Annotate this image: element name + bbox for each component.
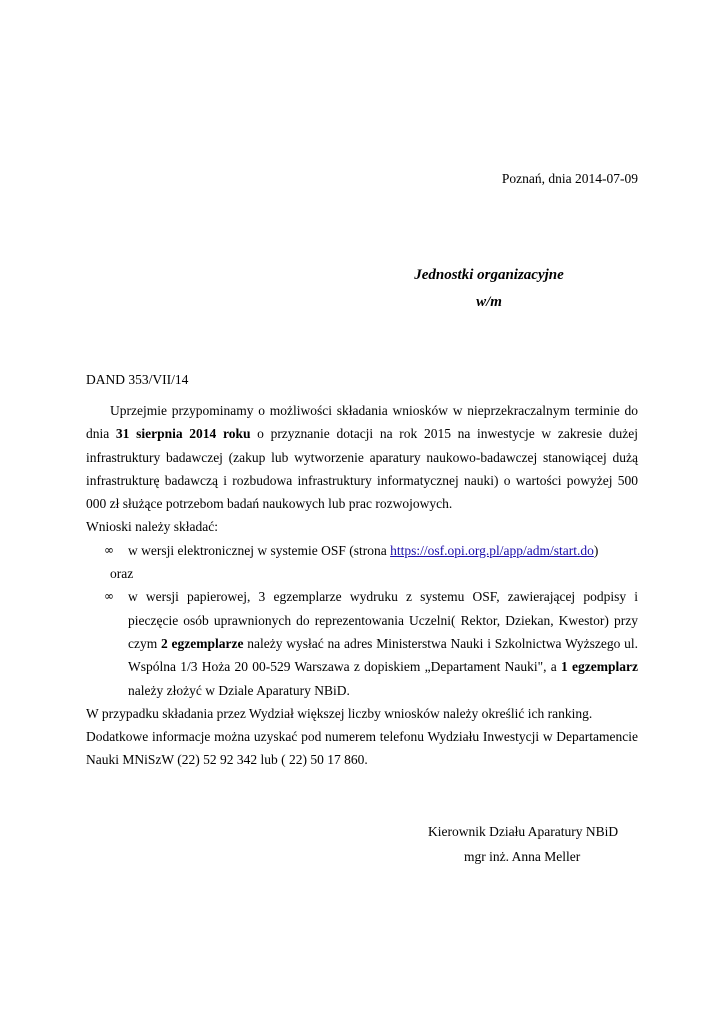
- copies-nbid: 1 egzemplarz: [561, 659, 639, 675]
- recipient-line-2: w/m: [476, 294, 502, 310]
- paper-text-3: należy złożyć w Dziale Aparatury NBiD.: [128, 682, 350, 698]
- infinity-bullet-icon: ∞: [104, 589, 114, 604]
- infinity-bullet-icon: ∞: [104, 542, 114, 557]
- osf-link[interactable]: https://osf.opi.org.pl/app/adm/start.do: [390, 542, 594, 558]
- paper-text-2: należy wysłać na adres Ministerstwa Nauki i Szkolnictwa Wyższego ul. Wspólna 1/3 Hoża 20 00-529 Warszawa z dopiskiem „Departament Nauki", a: [128, 635, 638, 675]
- reference-number: DAND 353/VII/14: [86, 372, 189, 387]
- electronic-close: ): [593, 542, 599, 558]
- bullet-paper: [86, 585, 638, 701]
- submission-intro: Wnioski należy składać:: [86, 519, 218, 535]
- letter-body: [86, 399, 638, 772]
- bullet-electronic: [86, 539, 638, 562]
- electronic-text: w wersji elektronicznej w systemie OSF (strona: [128, 542, 391, 558]
- connector-oraz: oraz: [110, 566, 134, 582]
- ranking-line: W przypadku składania przez Wydział większej liczby wniosków należy określić ich ranking.: [86, 705, 593, 721]
- signature-title: Kierownik Działu Aparatury NBiD: [428, 824, 619, 839]
- document-date: Poznań, dnia 2014-07-09: [501, 171, 638, 186]
- copies-ministry: 2 egzemplarze: [161, 635, 244, 651]
- paragraph-reminder: [86, 399, 638, 515]
- reminder-text-1: Uprzejmie przypominamy o możliwości składania wniosków w nieprzekraczalnym terminie do dnia: [86, 403, 638, 442]
- recipient-line-1: Jednostki organizacyjne: [414, 267, 564, 283]
- contact-paragraph: Dodatkowe informacje można uzyskać pod numerem telefonu Wydziału Inwestycji w Departamencie Nauki MNiSzW (22) 52 92 342 lub ( 22) 50 17 860.: [86, 729, 638, 768]
- signature-name: mgr inż. Anna Meller: [464, 849, 581, 864]
- reminder-text-2: o przyznanie dotacji na rok 2015 na inwestycje w zakresie dużej infrastruktury badawczej (zakup lub wytworzenie aparatury naukowo-badawczej stanowiącej dużą infrastrukturę badawczą i rozbudowa infrastruktury informatycznej nauki) o wartości powyżej 500 000 zł służące potrzebom badań naukowych lub prac rozwojowych.: [86, 426, 638, 512]
- paper-text-1: w wersji papierowej, 3 egzemplarze wydruku z systemu OSF, zawierającej podpisy i pieczęcie osób uprawnionych do reprezentowania Uczelni( Rektor, Dziekan, Kwestor) przy czym: [128, 589, 638, 651]
- deadline-date: 31 sierpnia 2014 roku: [115, 426, 251, 442]
